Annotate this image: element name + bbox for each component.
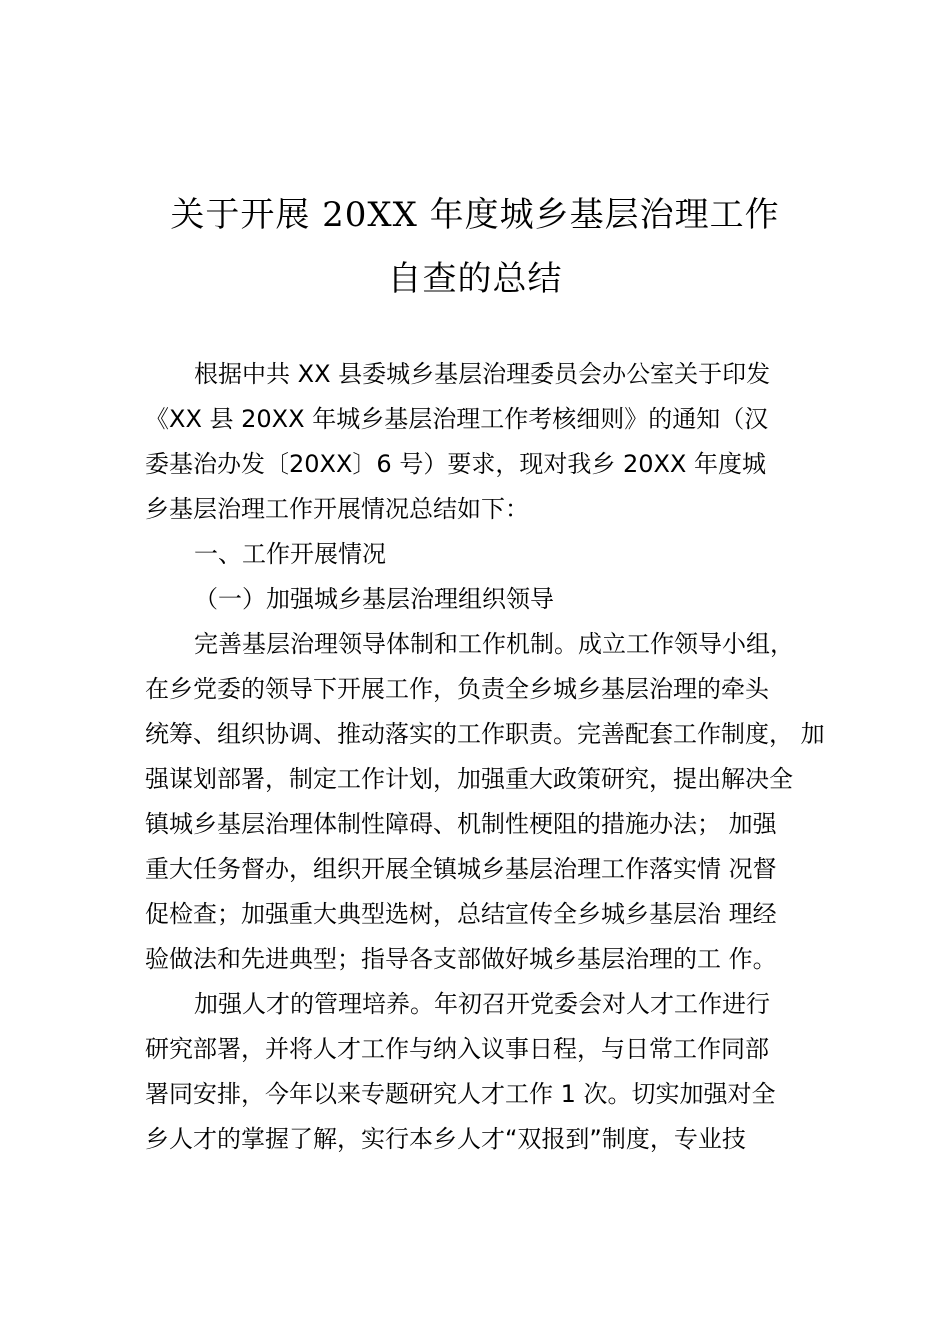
- section-heading-1: 一、工作开展情况: [194, 540, 386, 568]
- paragraph-2-line-6: 重大任务督办，组织开展全镇城乡基层治理工作落实情 况督: [145, 855, 777, 883]
- paragraph-2-line-5: 镇城乡基层治理体制性障碍、机制性梗阻的措施办法； 加强: [145, 810, 777, 838]
- paragraph-1-line-1: 根据中共 XX 县委城乡基层治理委员会办公室关于印发: [194, 360, 771, 388]
- paragraph-1-line-3: 委基治办发〔20XX〕6 号）要求，现对我乡 20XX 年度城: [145, 450, 766, 478]
- document-title-line-2: 自查的总结: [387, 259, 563, 299]
- paragraph-3-line-3: 署同安排，今年以来专题研究人才工作 1 次。切实加强对全: [145, 1080, 776, 1108]
- paragraph-2-line-2: 在乡党委的领导下开展工作，负责全乡城乡基层治理的牵头: [145, 675, 769, 703]
- paragraph-2-line-7: 促检查；加强重大典型选树，总结宣传全乡城乡基层治 理经: [145, 900, 777, 928]
- paragraph-3-line-1: 加强人才的管理培养。年初召开党委会对人才工作进行: [194, 990, 770, 1018]
- subsection-heading-1: （一）加强城乡基层治理组织领导: [194, 585, 554, 613]
- paragraph-3-line-4: 乡人才的掌握了解，实行本乡人才“双报到”制度，专业技: [145, 1125, 746, 1153]
- paragraph-1-line-4: 乡基层治理工作开展情况总结如下：: [145, 495, 529, 523]
- paragraph-2-line-3: 统筹、组织协调、推动落实的工作职责。完善配套工作制度， 加: [145, 720, 825, 748]
- paragraph-2-line-1: 完善基层治理领导体制和工作机制。成立工作领导小组，: [194, 630, 794, 658]
- paragraph-3-line-2: 研究部署，并将人才工作与纳入议事日程，与日常工作同部: [145, 1035, 769, 1063]
- paragraph-2-line-4: 强谋划部署，制定工作计划，加强重大政策研究，提出解决全: [145, 765, 793, 793]
- document-title-line-1: 关于开展 20XX 年度城乡基层治理工作: [170, 195, 780, 235]
- paragraph-1-line-2: 《XX 县 20XX 年城乡基层治理工作考核细则》的通知（汉: [145, 405, 769, 433]
- paragraph-2-line-8: 验做法和先进典型；指导各支部做好城乡基层治理的工 作。: [145, 945, 777, 973]
